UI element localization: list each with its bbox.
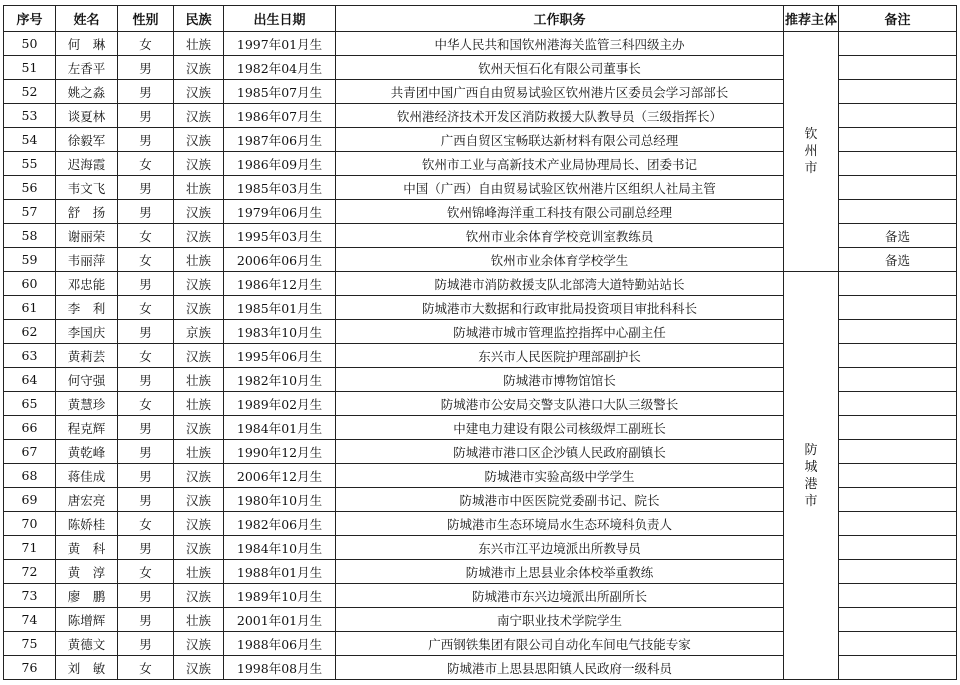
cell-gender: 男 (118, 368, 174, 392)
cell-job-title: 防城港市城市管理监控指挥中心副主任 (336, 320, 784, 344)
cell-birth-date: 1989年10月生 (224, 584, 336, 608)
cell-birth-date: 2006年06月生 (224, 248, 336, 272)
cell-serial: 69 (4, 488, 56, 512)
cell-remarks (839, 464, 957, 488)
cell-birth-date: 1987年06月生 (224, 128, 336, 152)
cell-ethnicity: 汉族 (174, 104, 224, 128)
cell-ethnicity: 汉族 (174, 632, 224, 656)
cell-name: 何守强 (56, 368, 118, 392)
cell-remarks (839, 608, 957, 632)
cell-gender: 男 (118, 464, 174, 488)
cell-ethnicity: 汉族 (174, 152, 224, 176)
cell-serial: 75 (4, 632, 56, 656)
cell-serial: 74 (4, 608, 56, 632)
cell-gender: 女 (118, 32, 174, 56)
cell-ethnicity: 汉族 (174, 80, 224, 104)
cell-name: 黄 淳 (56, 560, 118, 584)
cell-remarks (839, 272, 957, 296)
cell-name: 李国庆 (56, 320, 118, 344)
cell-job-title: 钦州天恒石化有限公司董事长 (336, 56, 784, 80)
cell-remarks (839, 656, 957, 680)
cell-job-title: 钦州市工业与高新技术产业局协理局长、团委书记 (336, 152, 784, 176)
cell-birth-date: 1986年09月生 (224, 152, 336, 176)
cell-ethnicity: 汉族 (174, 344, 224, 368)
cell-name: 姚之淼 (56, 80, 118, 104)
cell-serial: 61 (4, 296, 56, 320)
cell-gender: 男 (118, 56, 174, 80)
header-job-title: 工作职务 (336, 6, 784, 32)
cell-name: 谈夏林 (56, 104, 118, 128)
cell-birth-date: 1982年06月生 (224, 512, 336, 536)
cell-name: 韦文飞 (56, 176, 118, 200)
cell-remarks (839, 56, 957, 80)
cell-gender: 女 (118, 296, 174, 320)
cell-ethnicity: 壮族 (174, 392, 224, 416)
cell-serial: 50 (4, 32, 56, 56)
cell-remarks (839, 416, 957, 440)
recommending-unit-cell (784, 272, 839, 680)
cell-job-title: 防城港市上思县业余体校举重教练 (336, 560, 784, 584)
cell-name: 邓忠能 (56, 272, 118, 296)
cell-birth-date: 2006年12月生 (224, 464, 336, 488)
cell-ethnicity: 汉族 (174, 296, 224, 320)
cell-remarks (839, 176, 957, 200)
cell-remarks (839, 392, 957, 416)
cell-ethnicity: 汉族 (174, 512, 224, 536)
cell-name: 韦丽萍 (56, 248, 118, 272)
cell-birth-date: 1979年06月生 (224, 200, 336, 224)
cell-serial: 63 (4, 344, 56, 368)
cell-birth-date: 1982年10月生 (224, 368, 336, 392)
cell-gender: 男 (118, 440, 174, 464)
cell-gender: 女 (118, 224, 174, 248)
cell-gender: 女 (118, 656, 174, 680)
cell-birth-date: 1995年03月生 (224, 224, 336, 248)
cell-remarks (839, 440, 957, 464)
cell-serial: 67 (4, 440, 56, 464)
cell-name: 黄 科 (56, 536, 118, 560)
cell-remarks (839, 80, 957, 104)
cell-name: 廖 鹏 (56, 584, 118, 608)
cell-gender: 男 (118, 272, 174, 296)
cell-remarks (839, 320, 957, 344)
cell-birth-date: 1983年10月生 (224, 320, 336, 344)
cell-remarks (839, 632, 957, 656)
cell-job-title: 广西自贸区宝畅联达新材料有限公司总经理 (336, 128, 784, 152)
cell-job-title: 防城港市生态环境局水生态环境科负责人 (336, 512, 784, 536)
cell-gender: 女 (118, 344, 174, 368)
cell-serial: 52 (4, 80, 56, 104)
cell-serial: 76 (4, 656, 56, 680)
cell-remarks (839, 344, 957, 368)
cell-job-title: 钦州市业余体育学校竞训室教练员 (336, 224, 784, 248)
cell-name: 程克辉 (56, 416, 118, 440)
cell-remarks: 备选 (839, 224, 957, 248)
cell-remarks: 备选 (839, 248, 957, 272)
cell-birth-date: 1998年08月生 (224, 656, 336, 680)
cell-birth-date: 1988年06月生 (224, 632, 336, 656)
cell-job-title: 防城港市消防救援支队北部湾大道特勤站站长 (336, 272, 784, 296)
header-ethnicity: 民族 (174, 6, 224, 32)
cell-remarks (839, 560, 957, 584)
cell-serial: 72 (4, 560, 56, 584)
cell-birth-date: 1982年04月生 (224, 56, 336, 80)
cell-ethnicity: 壮族 (174, 32, 224, 56)
cell-birth-date: 1989年02月生 (224, 392, 336, 416)
cell-remarks (839, 368, 957, 392)
cell-gender: 女 (118, 512, 174, 536)
cell-birth-date: 1997年01月生 (224, 32, 336, 56)
cell-name: 舒 扬 (56, 200, 118, 224)
header-name: 姓名 (56, 6, 118, 32)
cell-birth-date: 1986年12月生 (224, 272, 336, 296)
header-recommending-unit: 推荐主体 (784, 6, 839, 32)
cell-serial: 62 (4, 320, 56, 344)
cell-job-title: 广西钢铁集团有限公司自动化车间电气技能专家 (336, 632, 784, 656)
recommending-unit-cell (784, 32, 839, 272)
cell-serial: 54 (4, 128, 56, 152)
cell-name: 左香平 (56, 56, 118, 80)
cell-ethnicity: 壮族 (174, 608, 224, 632)
cell-job-title: 防城港市实验高级中学学生 (336, 464, 784, 488)
cell-ethnicity: 汉族 (174, 584, 224, 608)
cell-job-title: 防城港市东兴边境派出所副所长 (336, 584, 784, 608)
cell-job-title: 防城港市中医医院党委副书记、院长 (336, 488, 784, 512)
cell-gender: 男 (118, 416, 174, 440)
cell-job-title: 东兴市江平边境派出所教导员 (336, 536, 784, 560)
cell-serial: 66 (4, 416, 56, 440)
cell-job-title: 防城港市港口区企沙镇人民政府副镇长 (336, 440, 784, 464)
cell-gender: 女 (118, 152, 174, 176)
cell-ethnicity: 汉族 (174, 488, 224, 512)
cell-birth-date: 2001年01月生 (224, 608, 336, 632)
cell-gender: 男 (118, 584, 174, 608)
cell-ethnicity: 汉族 (174, 128, 224, 152)
cell-serial: 51 (4, 56, 56, 80)
cell-remarks (839, 512, 957, 536)
recommending-unit-label: 防城港市 (804, 442, 818, 509)
cell-name: 蒋佳成 (56, 464, 118, 488)
cell-serial: 56 (4, 176, 56, 200)
cell-birth-date: 1984年10月生 (224, 536, 336, 560)
cell-job-title: 防城港市公安局交警支队港口大队三级警长 (336, 392, 784, 416)
cell-remarks (839, 584, 957, 608)
cell-name: 迟海霞 (56, 152, 118, 176)
cell-remarks (839, 200, 957, 224)
cell-name: 陈增辉 (56, 608, 118, 632)
cell-remarks (839, 488, 957, 512)
cell-serial: 59 (4, 248, 56, 272)
cell-name: 徐毅军 (56, 128, 118, 152)
cell-remarks (839, 152, 957, 176)
cell-ethnicity: 京族 (174, 320, 224, 344)
cell-serial: 53 (4, 104, 56, 128)
cell-gender: 男 (118, 104, 174, 128)
cell-name: 黄莉芸 (56, 344, 118, 368)
cell-birth-date: 1980年10月生 (224, 488, 336, 512)
cell-job-title: 防城港市大数据和行政审批局投资项目审批科科长 (336, 296, 784, 320)
cell-job-title: 钦州锦峰海洋重工科技有限公司副总经理 (336, 200, 784, 224)
cell-birth-date: 1986年07月生 (224, 104, 336, 128)
cell-job-title: 钦州港经济技术开发区消防救援大队教导员（三级指挥长） (336, 104, 784, 128)
cell-job-title: 中华人民共和国钦州港海关监管三科四级主办 (336, 32, 784, 56)
cell-ethnicity: 汉族 (174, 56, 224, 80)
cell-serial: 58 (4, 224, 56, 248)
cell-serial: 57 (4, 200, 56, 224)
nominee-table (3, 5, 957, 680)
cell-ethnicity: 汉族 (174, 416, 224, 440)
cell-name: 黄慧珍 (56, 392, 118, 416)
cell-birth-date: 1995年06月生 (224, 344, 336, 368)
header-row (4, 6, 957, 32)
cell-gender: 男 (118, 176, 174, 200)
cell-name: 陈娇桂 (56, 512, 118, 536)
cell-ethnicity: 壮族 (174, 440, 224, 464)
header-birth-date: 出生日期 (224, 6, 336, 32)
table-row (4, 272, 957, 296)
cell-birth-date: 1988年01月生 (224, 560, 336, 584)
cell-job-title: 南宁职业技术学院学生 (336, 608, 784, 632)
cell-serial: 70 (4, 512, 56, 536)
cell-remarks (839, 296, 957, 320)
cell-gender: 男 (118, 80, 174, 104)
cell-serial: 71 (4, 536, 56, 560)
cell-remarks (839, 104, 957, 128)
cell-job-title: 钦州市业余体育学校学生 (336, 248, 784, 272)
cell-ethnicity: 汉族 (174, 464, 224, 488)
cell-remarks (839, 128, 957, 152)
cell-serial: 64 (4, 368, 56, 392)
cell-ethnicity: 汉族 (174, 272, 224, 296)
cell-job-title: 防城港市博物馆馆长 (336, 368, 784, 392)
cell-job-title: 东兴市人民医院护理部副护长 (336, 344, 784, 368)
cell-serial: 60 (4, 272, 56, 296)
cell-ethnicity: 壮族 (174, 368, 224, 392)
cell-serial: 55 (4, 152, 56, 176)
cell-job-title: 中建电力建设有限公司核级焊工副班长 (336, 416, 784, 440)
cell-birth-date: 1985年07月生 (224, 80, 336, 104)
cell-ethnicity: 汉族 (174, 224, 224, 248)
cell-serial: 65 (4, 392, 56, 416)
recommending-unit-label: 钦州市 (804, 127, 818, 176)
cell-serial: 68 (4, 464, 56, 488)
cell-remarks (839, 536, 957, 560)
cell-gender: 男 (118, 128, 174, 152)
cell-remarks (839, 32, 957, 56)
cell-name: 黄德文 (56, 632, 118, 656)
cell-name: 谢丽荣 (56, 224, 118, 248)
cell-gender: 男 (118, 488, 174, 512)
cell-gender: 男 (118, 200, 174, 224)
cell-name: 何 琳 (56, 32, 118, 56)
table-row (4, 32, 957, 56)
cell-ethnicity: 壮族 (174, 248, 224, 272)
cell-birth-date: 1985年01月生 (224, 296, 336, 320)
header-gender: 性别 (118, 6, 174, 32)
cell-name: 李 利 (56, 296, 118, 320)
cell-job-title: 防城港市上思县思阳镇人民政府一级科员 (336, 656, 784, 680)
cell-gender: 男 (118, 632, 174, 656)
cell-name: 唐宏亮 (56, 488, 118, 512)
header-serial: 序号 (4, 6, 56, 32)
cell-name: 刘 敏 (56, 656, 118, 680)
cell-name: 黄乾峰 (56, 440, 118, 464)
cell-ethnicity: 壮族 (174, 560, 224, 584)
cell-gender: 男 (118, 320, 174, 344)
cell-ethnicity: 壮族 (174, 176, 224, 200)
cell-ethnicity: 汉族 (174, 536, 224, 560)
table-header (4, 6, 957, 32)
cell-gender: 男 (118, 536, 174, 560)
cell-gender: 男 (118, 608, 174, 632)
table-body (4, 32, 957, 680)
header-remarks: 备注 (839, 6, 957, 32)
cell-serial: 73 (4, 584, 56, 608)
cell-gender: 女 (118, 560, 174, 584)
cell-birth-date: 1990年12月生 (224, 440, 336, 464)
cell-ethnicity: 汉族 (174, 200, 224, 224)
cell-gender: 女 (118, 248, 174, 272)
cell-ethnicity: 汉族 (174, 656, 224, 680)
cell-birth-date: 1985年03月生 (224, 176, 336, 200)
cell-gender: 女 (118, 392, 174, 416)
cell-job-title: 共青团中国广西自由贸易试验区钦州港片区委员会学习部部长 (336, 80, 784, 104)
cell-birth-date: 1984年01月生 (224, 416, 336, 440)
cell-job-title: 中国（广西）自由贸易试验区钦州港片区组织人社局主管 (336, 176, 784, 200)
